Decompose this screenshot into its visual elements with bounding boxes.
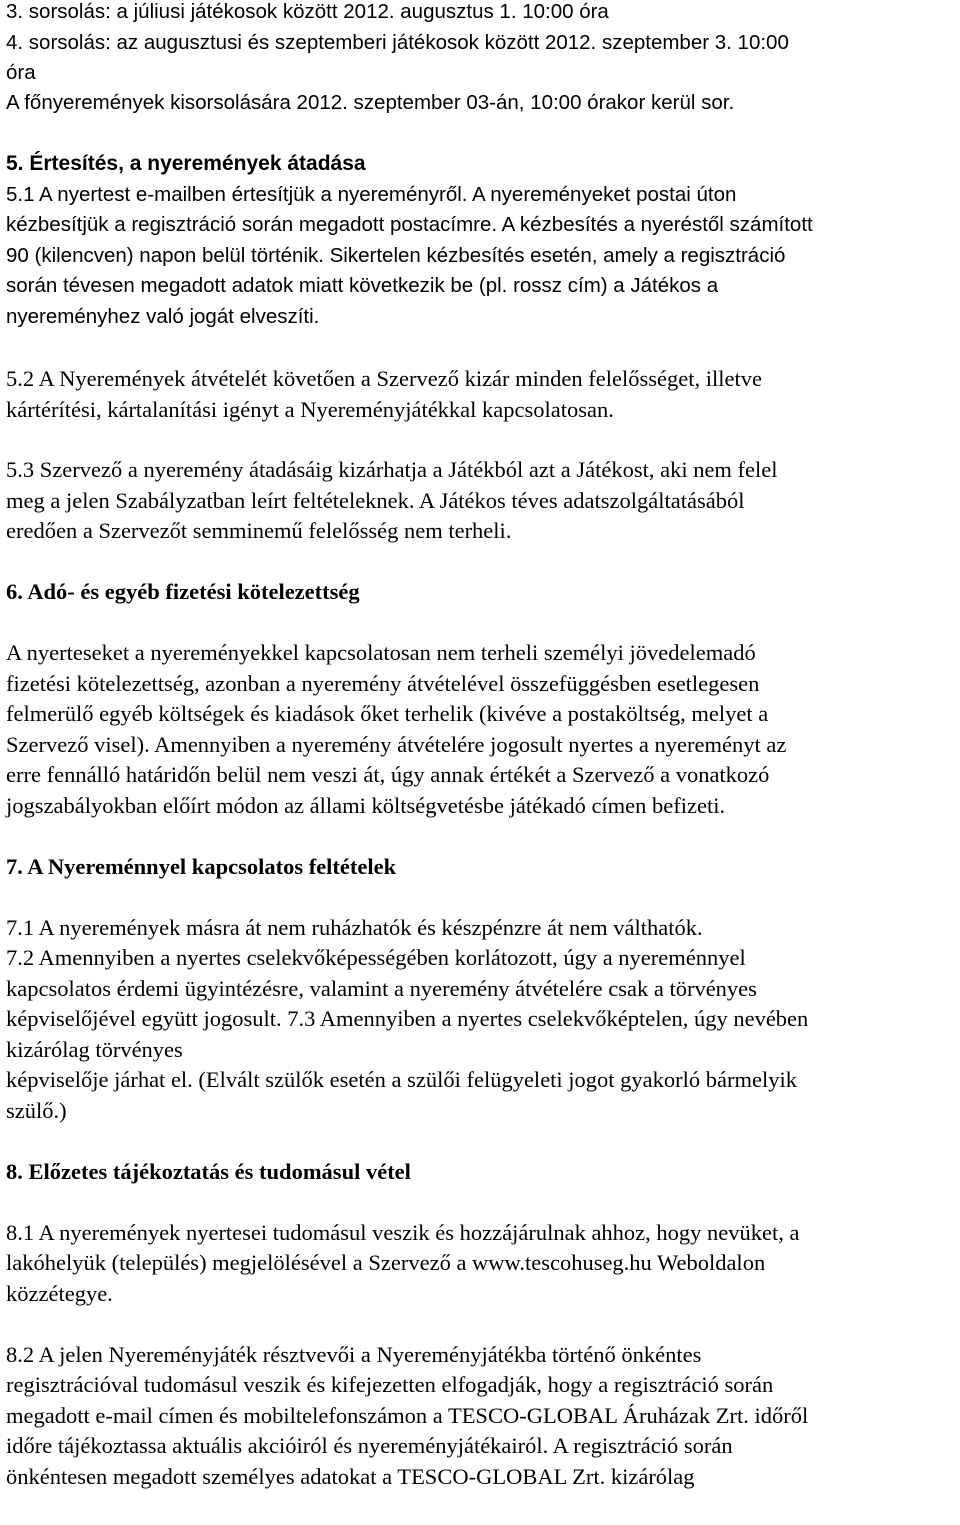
paragraph-8-2-line: megadott e-mail címen és mobiltelefonszámon a TESCO-GLOBAL Áruházak Zrt. időről — [6, 1403, 809, 1428]
paragraph-7-2-line: szülő.) — [6, 1098, 67, 1123]
paragraph-5-3-line: 5.3 Szervező a nyeremény átadásáig kizárhatja a Játékból azt a Játékost, aki nem felel — [6, 457, 778, 482]
section-6-paragraph-line: erre fennálló határidőn belül nem veszi át, úgy annak értékét a Szervező a vonatkozó — [6, 762, 770, 787]
section-6-paragraph-line: A nyerteseket a nyereményekkel kapcsolatosan nem terheli személyi jövedelemadó — [6, 640, 756, 665]
draw-4-line-continued: óra — [6, 61, 36, 84]
paragraph-5-2-line: kártérítési, kártalanítási igényt a Nyereményjátékkal kapcsolatosan. — [6, 397, 614, 422]
draw-3-line: 3. sorsolás: a júliusi játékosok között 2012. augusztus 1. 10:00 óra — [6, 0, 609, 23]
section-6-paragraph-line: Szervező visel). Amennyiben a nyeremény átvételére jogosult nyertes a nyereményt az — [6, 732, 787, 757]
section-7-heading: 7. A Nyereménnyel kapcsolatos feltételek — [6, 854, 397, 879]
paragraph-8-1-line: lakóhelyük (település) megjelölésével a Szervező a www.tescohuseg.hu Weboldalon — [6, 1250, 766, 1275]
paragraph-8-2-line: időre tájékoztassa aktuális akcióiról és nyereményjátékairól. A regisztráció során — [6, 1433, 733, 1458]
paragraph-8-1-line: 8.1 A nyeremények nyertesei tudomásul veszik és hozzájárulnak ahhoz, hogy nevüket, a — [6, 1220, 800, 1245]
paragraph-7-2-line: kizárólag törvényes — [6, 1037, 183, 1062]
paragraph-5-2-line: 5.2 A Nyeremények átvételét követően a Szervező kizár minden felelősséget, illetve — [6, 366, 762, 391]
paragraph-5-3-line: eredően a Szervezőt semminemű felelősség nem terheli. — [6, 518, 512, 543]
paragraph-7-1: 7.1 A nyeremények másra át nem ruházhatók és készpénzre át nem válthatók. — [6, 915, 703, 940]
paragraph-8-2-line: regisztrációval tudomásul veszik és kifejezetten elfogadják, hogy a regisztráció során — [6, 1372, 774, 1397]
paragraph-7-2-line: képviselője járhat el. (Elvált szülők esetén a szülői felügyeleti jogot gyakorló bármelyik — [6, 1067, 798, 1092]
paragraph-8-1-line: közzétegye. — [6, 1281, 113, 1306]
main-prize-draw-line: A főnyeremények kisorsolására 2012. szeptember 03-án, 10:00 órakor kerül sor. — [6, 91, 735, 114]
paragraph-8-2-line: önkéntesen megadott személyes adatokat a TESCO-GLOBAL Zrt. kizárólag — [6, 1464, 695, 1489]
paragraph-5-1-line: 5.1 A nyertest e-mailben értesítjük a nyereményről. A nyereményeket postai úton — [6, 183, 737, 206]
section-8-heading: 8. Előzetes tájékoztatás és tudomásul vétel — [6, 1159, 411, 1184]
section-5-heading: 5. Értesítés, a nyeremények átadása — [6, 152, 366, 175]
paragraph-5-1-line: 90 (kilencven) napon belül történik. Sikertelen kézbesítés esetén, amely a regisztráció — [6, 244, 786, 267]
draw-4-line: 4. sorsolás: az augusztusi és szeptemberi játékosok között 2012. szeptember 3. 10:00 — [6, 31, 789, 54]
paragraph-5-1-line: nyereményhez való jogát elveszíti. — [6, 305, 320, 328]
paragraph-5-3-line: meg a jelen Szabályzatban leírt feltételeknek. A Játékos téves adatszolgáltatásából — [6, 488, 745, 513]
paragraph-7-2-line: 7.2 Amennyiben a nyertes cselekvőképességében korlátozott, úgy a nyereménnyel — [6, 945, 746, 970]
paragraph-7-2-line: kapcsolatos érdemi ügyintézésre, valamint a nyeremény átvételére csak a törvényes — [6, 976, 757, 1001]
section-6-heading: 6. Adó- és egyéb fizetési kötelezettség — [6, 579, 360, 604]
section-6-paragraph-line: felmerülő egyéb költségek és kiadások őket terhelik (kivéve a postaköltség, melyet a — [6, 701, 769, 726]
paragraph-5-1-line: kézbesítjük a regisztráció során megadott postacímre. A kézbesítés a nyeréstől számított — [6, 213, 813, 236]
section-6-paragraph-line: jogszabályokban előírt módon az állami költségvetésbe játékadó címen befizeti. — [6, 793, 726, 818]
paragraph-5-1-line: során tévesen megadott adatok miatt következik be (pl. rossz cím) a Játékos a — [6, 274, 719, 297]
section-6-paragraph-line: fizetési kötelezettség, azonban a nyeremény átvételével összefüggésben esetlegesen — [6, 671, 760, 696]
paragraph-8-2-line: 8.2 A jelen Nyereményjáték résztvevői a Nyereményjátékba történő önkéntes — [6, 1342, 702, 1367]
paragraph-7-2-line: képviselőjével együtt jogosult. 7.3 Amennyiben a nyertes cselekvőképtelen, úgy nevében — [6, 1006, 809, 1031]
